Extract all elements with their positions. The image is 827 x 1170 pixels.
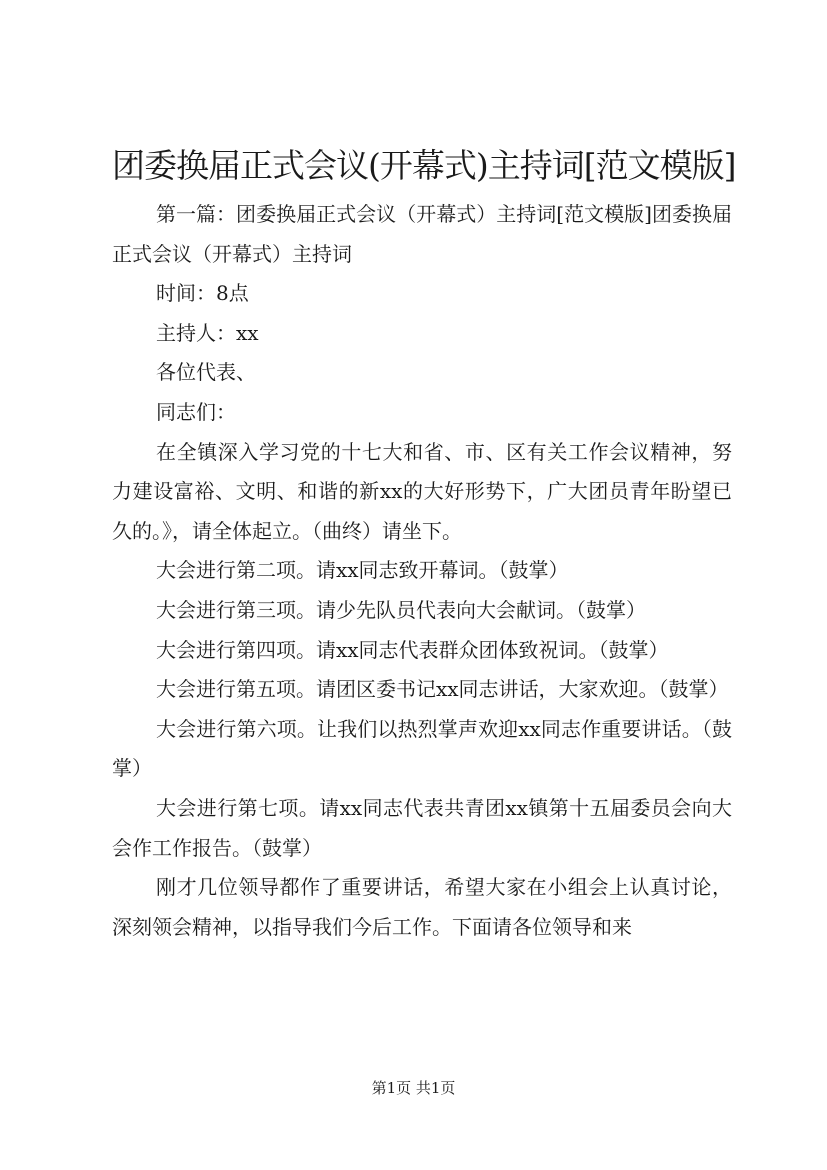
paragraph-item-4: 大会进行第四项。请xx同志代表群众团体致祝词。（鼓掌） <box>156 637 669 662</box>
paragraph-greeting-delegates: 各位代表、 <box>156 360 256 385</box>
paragraph-closing: 刚才几位领导都作了重要讲话，希望大家在小组会上认真讨论，深刻领会精神，以指导我们今后工作。下面请各位领导和来 <box>112 875 732 939</box>
document-title: 团委换届正式会议(开幕式)主持词[范文模版] <box>112 146 736 185</box>
paragraph-item-2: 大会进行第二项。请xx同志致开幕词。（鼓掌） <box>156 558 569 583</box>
paragraph-heading: 第一篇：团委换届正式会议（开幕式）主持词[范文模版]团委换届正式会议（开幕式）主持词 <box>112 202 732 266</box>
paragraph-item-6: 大会进行第六项。让我们以热烈掌声欢迎xx同志作重要讲话。（鼓掌） <box>112 716 732 781</box>
paragraph-opening: 在全镇深入学习党的十七大和省、市、区有关工作会议精神，努力建设富裕、文明、和谐的新xx的大好形势下，广大团员青年盼望已久的。》，请全体起立。（曲终）请坐下。 <box>112 439 732 543</box>
paragraph-time: 时间：8点 <box>156 281 249 306</box>
paragraph-item-7: 大会进行第七项。请xx同志代表共青团xx镇第十五届委员会向大会作工作报告。（鼓掌） <box>112 795 732 860</box>
paragraph-host: 主持人：xx <box>156 320 259 345</box>
paragraph-item-5: 大会进行第五项。请团区委书记xx同志讲话，大家欢迎。（鼓掌） <box>156 677 729 702</box>
page-footer: 第1页 共1页 <box>371 1079 456 1097</box>
paragraph-item-3: 大会进行第三项。请少先队员代表向大会献词。（鼓掌） <box>156 597 646 622</box>
document-body <box>112 195 732 947</box>
paragraph-greeting-comrades: 同志们： <box>156 399 236 424</box>
